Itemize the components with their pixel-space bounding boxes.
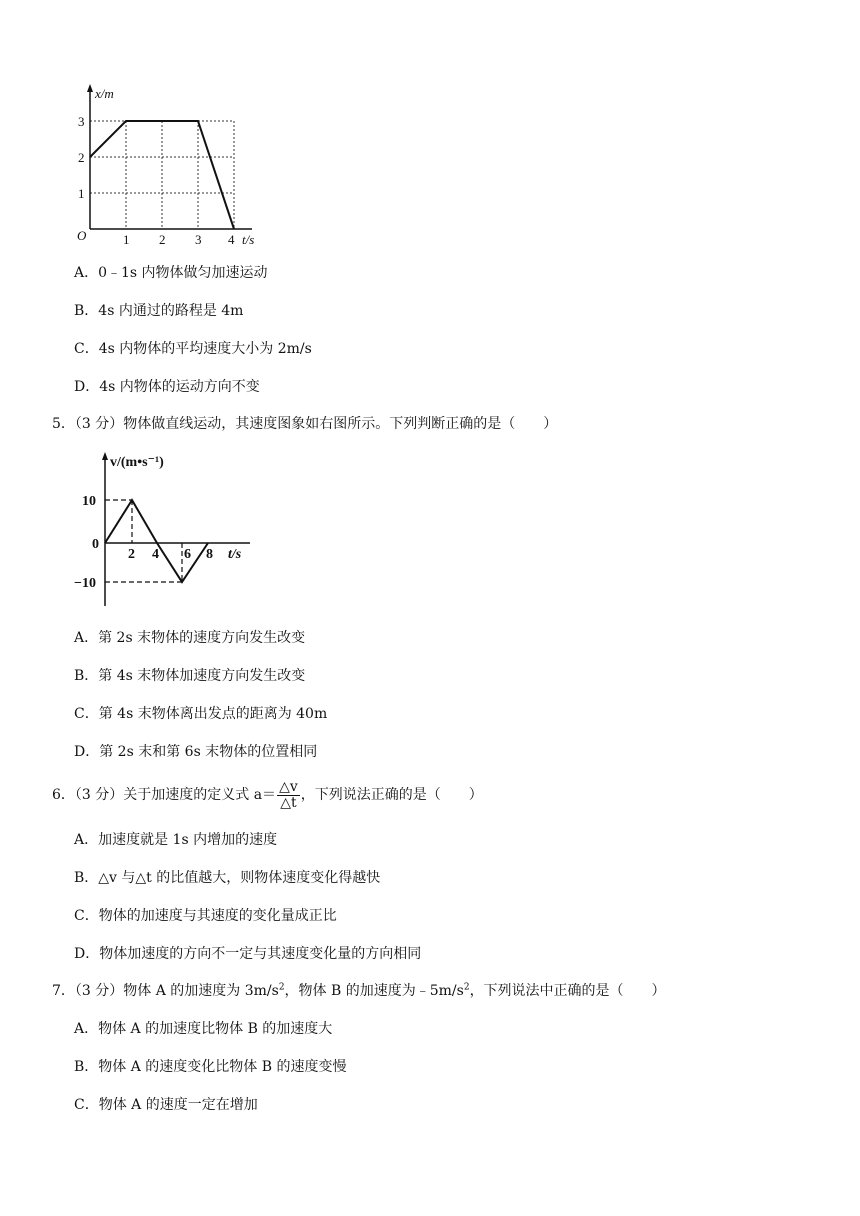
q7-stem-part1: 7．（3 分）物体 A 的加速度为 3m/s (52, 983, 279, 999)
graph2-x-tick-6: 6 (184, 547, 191, 562)
q6-stem-before: 6．（3 分）关于加速度的定义式 a＝ (52, 787, 277, 803)
graph2-y-tick-0: 0 (92, 537, 99, 552)
q6-fraction (277, 780, 300, 811)
q4-option-a: A．0﹣1s 内物体做匀加速运动 (74, 265, 268, 281)
graph2-x-tick-4: 4 (152, 547, 159, 562)
q6-fraction-denominator: △t (280, 794, 297, 811)
graph2-y-tick-10: 10 (82, 494, 96, 509)
graph1-y-tick-2: 2 (78, 150, 85, 165)
graph1-grid (90, 121, 234, 229)
q5-option-a: A．第 2s 末物体的速度方向发生改变 (74, 630, 306, 646)
q4-option-c: C．4s 内物体的平均速度大小为 2m/s (74, 341, 312, 357)
graph1-x-label: t/s (242, 232, 255, 247)
graph1-x-tick-1: 1 (123, 232, 130, 247)
graph2-y-label: v/(m•s⁻¹) (110, 455, 164, 470)
graph2-guides (105, 500, 182, 582)
graph1-y-arrow-icon (87, 84, 93, 92)
graph2-x-label: t/s (228, 547, 242, 562)
q5-option-b: B．第 4s 末物体加速度方向发生改变 (74, 668, 306, 684)
q6-stem-after: ，下列说法正确的是（ ） (300, 787, 483, 803)
graph1-y-label: x/m (95, 86, 114, 101)
q5-option-d: D．第 2s 末和第 6s 末物体的位置相同 (74, 744, 318, 760)
graph1-x-tick-2: 2 (159, 232, 166, 247)
q7-sup-1: 2 (278, 982, 285, 993)
graph2-x-tick-8: 8 (206, 547, 213, 562)
q5-option-c: C．第 4s 末物体离出发点的距离为 40m (74, 706, 328, 722)
q6-option-d: D．物体加速度的方向不一定与其速度变化量的方向相同 (74, 946, 422, 962)
q7-stem (52, 981, 666, 1001)
q5-stem: 5．（3 分）物体做直线运动，其速度图象如右图所示。下列判断正确的是（ ） (52, 416, 558, 432)
q7-stem-part2: ，物体 B 的加速度为﹣5m/s (284, 983, 464, 999)
q6-fraction-numerator: △v (279, 778, 298, 795)
q7-option-b: B．物体 A 的速度变化比物体 B 的速度变慢 (74, 1059, 347, 1075)
graph2-y-tick-neg10: −10 (74, 576, 96, 591)
graph1-x-tick-4: 4 (228, 232, 235, 247)
graph2-x-tick-2: 2 (128, 547, 135, 562)
velocity-time-graph (70, 448, 260, 610)
graph1-y-tick-3: 3 (78, 114, 85, 129)
q7-option-c: C．物体 A 的速度一定在增加 (74, 1097, 258, 1113)
position-time-graph (70, 80, 270, 250)
graph1-origin-label: O (77, 228, 87, 243)
q7-stem-part3: ，下列说法中正确的是（ ） (469, 983, 666, 999)
graph1-x-tick-3: 3 (195, 232, 202, 247)
q6-option-b: B．△v 与△t 的比值越大，则物体速度变化得越快 (74, 870, 381, 886)
q6-option-a: A．加速度就是 1s 内增加的速度 (74, 832, 278, 848)
q6-option-c: C．物体的加速度与其速度的变化量成正比 (74, 908, 337, 924)
q4-option-d: D．4s 内物体的运动方向不变 (74, 379, 260, 395)
q4-option-b: B．4s 内通过的路程是 4m (74, 303, 244, 319)
graph1-y-tick-1: 1 (78, 186, 85, 201)
q7-sup-2: 2 (463, 982, 470, 993)
q7-option-a: A．物体 A 的加速度比物体 B 的加速度大 (74, 1021, 333, 1037)
q6-stem (52, 778, 483, 812)
graph2-line (105, 500, 208, 582)
graph2-y-arrow-icon (102, 452, 108, 460)
